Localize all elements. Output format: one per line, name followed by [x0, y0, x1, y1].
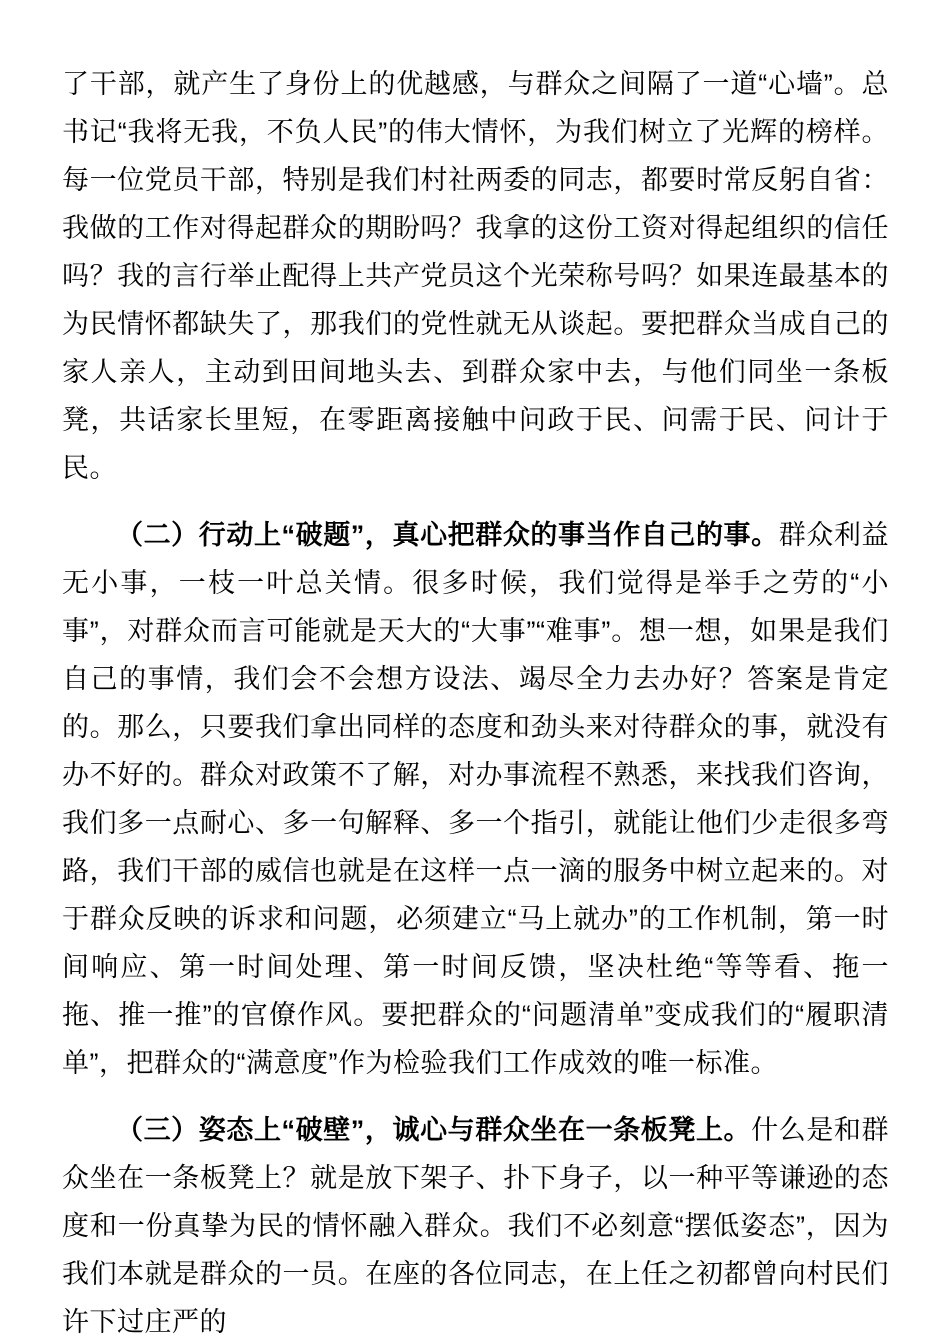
paragraph-section-2: [62, 511, 889, 1087]
paragraph-section-3: [62, 1106, 889, 1344]
section-3-heading: （三）姿态上“破壁”，诚心与群众坐在一条板凳上。: [116, 1115, 752, 1145]
paragraph-text: 群众利益无小事，一枝一叶总关情。很多时候，我们觉得是举手之劳的“小事”，对群众而言可能就是天大的“大事”“难事”。想一想，如果是我们自己的事情，我们会不会想方设法、竭尽全力去办好？答案是肯定的。那么，只要我们拿出同样的态度和劲头来对待群众的事，就没有办不好的。群众对政策不了解，对办事流程不熟悉，来找我们咨询，我们多一点耐心、多一句解释、多一个指引，就能让他们少走很多弯路，我们干部的威信也就是在这样一点一滴的服务中树立起来的。对于群众反映的诉求和问题，必须建立“马上就办”的工作机制，第一时间响应、第一时间处理、第一时间反馈，坚决杜绝“等等看、拖一拖、推一推”的官僚作风。要把群众的“问题清单”变成我们的“履职清单”，把群众的“满意度”作为检验我们工作成效的唯一标准。: [62, 520, 890, 1078]
paragraph-text: 了干部，就产生了身份上的优越感，与群众之间隔了一道“心墙”。总书记“我将无我，不负人民”的伟大情怀，为我们树立了光辉的榜样。每一位党员干部，特别是我们村社两委的同志，都要时常反躬自省：我做的工作对得起群众的期盼吗？我拿的这份工资对得起组织的信任吗？我的言行举止配得上共产党员这个光荣称号吗？如果连最基本的为民情怀都缺失了，那我们的党性就无从谈起。要把群众当成自己的家人亲人，主动到田间地头去、到群众家中去，与他们同坐一条板凳，共话家长里短，在零距离接触中问政于民、问需于民、问计于民。: [62, 69, 889, 483]
paragraph-continuation: [62, 60, 889, 492]
paragraph-text: 什么是和群众坐在一条板凳上？就是放下架子、扑下身子，以一种平等谦逊的态度和一份真挚为民的情怀融入群众。我们不必刻意“摆低姿态”，因为我们本就是群众的一员。在座的各位同志，在上任之初都曾向村民们许下过庄严的: [62, 1115, 890, 1337]
document-body: [62, 60, 889, 1344]
section-2-heading: （二）行动上“破题”，真心把群众的事当作自己的事。: [116, 520, 779, 550]
